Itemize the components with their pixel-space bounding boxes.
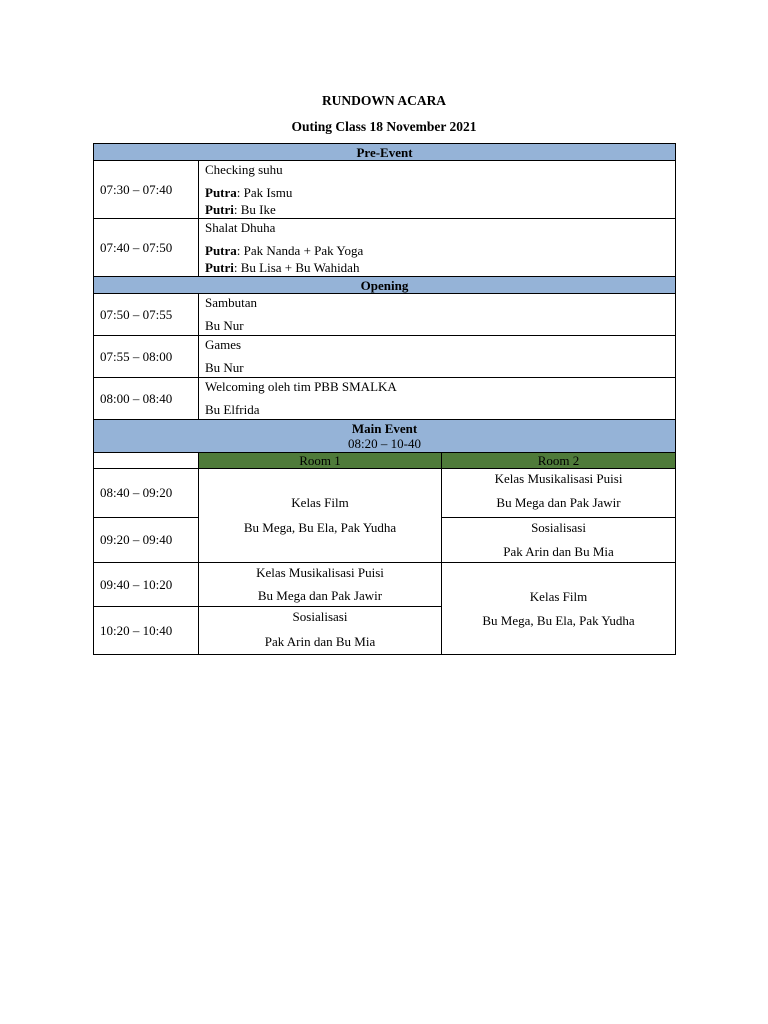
- activity-cell: [199, 378, 676, 420]
- section-opening: [94, 277, 676, 294]
- putra-label: Putra: [205, 185, 237, 200]
- schedule-row: [94, 219, 676, 277]
- putra-label: Putra: [205, 243, 237, 258]
- activity-name: Sambutan: [205, 295, 257, 310]
- session-name: Kelas Film: [529, 588, 588, 604]
- time-cell: 08:00 – 08:40: [94, 378, 199, 420]
- putri-value: : Bu Lisa + Bu Wahidah: [233, 260, 360, 275]
- activity-name: Shalat Dhuha: [205, 220, 276, 235]
- pic-name: Bu Nur: [205, 360, 244, 375]
- activity-name: Welcoming oleh tim PBB SMALKA: [205, 379, 397, 394]
- section-header: Opening: [94, 277, 676, 294]
- schedule-row: [94, 563, 676, 607]
- putri-label: Putri: [205, 202, 234, 217]
- time-cell: 07:55 – 08:00: [94, 336, 199, 378]
- document-title: RUNDOWN ACARA: [321, 93, 447, 108]
- time-cell: 08:40 – 09:20: [94, 469, 199, 518]
- putra-value: : Pak Nanda + Pak Yoga: [236, 243, 364, 258]
- room-2-session: [442, 563, 676, 655]
- session-name: Sosialisasi: [292, 609, 348, 624]
- room-1-session: [199, 563, 442, 607]
- section-header: Pre-Event: [94, 144, 676, 161]
- time-cell: 07:40 – 07:50: [94, 219, 199, 277]
- putra-line: [205, 242, 675, 259]
- room-1-header: Room 1: [199, 453, 442, 469]
- putra-value: : Pak Ismu: [236, 185, 293, 200]
- room-1-session: [199, 607, 442, 655]
- section-pre-event: [94, 144, 676, 161]
- activity-name: Games: [205, 337, 242, 352]
- room-header-row: [94, 453, 676, 469]
- pic-name: Bu Elfrida: [205, 402, 260, 417]
- session-pic: Bu Mega, Bu Ela, Pak Yudha: [482, 612, 635, 628]
- section-header: Main Event: [351, 421, 418, 436]
- section-main-event: [94, 420, 676, 453]
- session-name: Kelas Musikalisasi Puisi: [494, 471, 623, 486]
- activity-cell: [199, 336, 676, 378]
- putri-value: : Bu Ike: [233, 202, 276, 217]
- time-cell: 09:40 – 10:20: [94, 563, 199, 607]
- session-pic: Bu Mega, Bu Ela, Pak Yudha: [243, 520, 397, 535]
- session-name: Sosialisasi: [531, 520, 586, 535]
- schedule-row: [94, 469, 676, 518]
- putri-line: [205, 201, 675, 218]
- session-pic: Pak Arin dan Bu Mia: [503, 544, 614, 559]
- activity-cell: [199, 294, 676, 336]
- session-pic: Bu Mega dan Pak Jawir: [257, 588, 383, 603]
- activity-name: Checking suhu: [205, 162, 283, 177]
- time-cell: 07:50 – 07:55: [94, 294, 199, 336]
- time-cell: 09:20 – 09:40: [94, 518, 199, 563]
- main-event-header-cell: [94, 420, 676, 453]
- session-name: Kelas Musikalisasi Puisi: [256, 565, 384, 580]
- pic-name: Bu Nur: [205, 318, 244, 333]
- schedule-row: [94, 161, 676, 219]
- rundown-table: [93, 143, 676, 655]
- schedule-row: [94, 378, 676, 420]
- putri-line: [205, 259, 675, 276]
- putri-label: Putri: [205, 260, 234, 275]
- room-1-session: [199, 469, 442, 563]
- schedule-row: [94, 294, 676, 336]
- room-2-session: [442, 518, 676, 563]
- session-pic: Bu Mega dan Pak Jawir: [496, 495, 621, 510]
- session-pic: Pak Arin dan Bu Mia: [264, 634, 376, 649]
- session-name: Kelas Film: [291, 495, 349, 510]
- schedule-row: [94, 336, 676, 378]
- room-2-header: Room 2: [442, 453, 676, 469]
- activity-cell: [199, 219, 676, 277]
- room-2-session: [442, 469, 676, 518]
- activity-cell: [199, 161, 676, 219]
- main-event-time-range: 08:20 – 10-40: [348, 436, 421, 451]
- time-cell: 10:20 – 10:40: [94, 607, 199, 655]
- document-subtitle: Outing Class 18 November 2021: [291, 119, 477, 134]
- time-cell: 07:30 – 07:40: [94, 161, 199, 219]
- putra-line: [205, 184, 675, 201]
